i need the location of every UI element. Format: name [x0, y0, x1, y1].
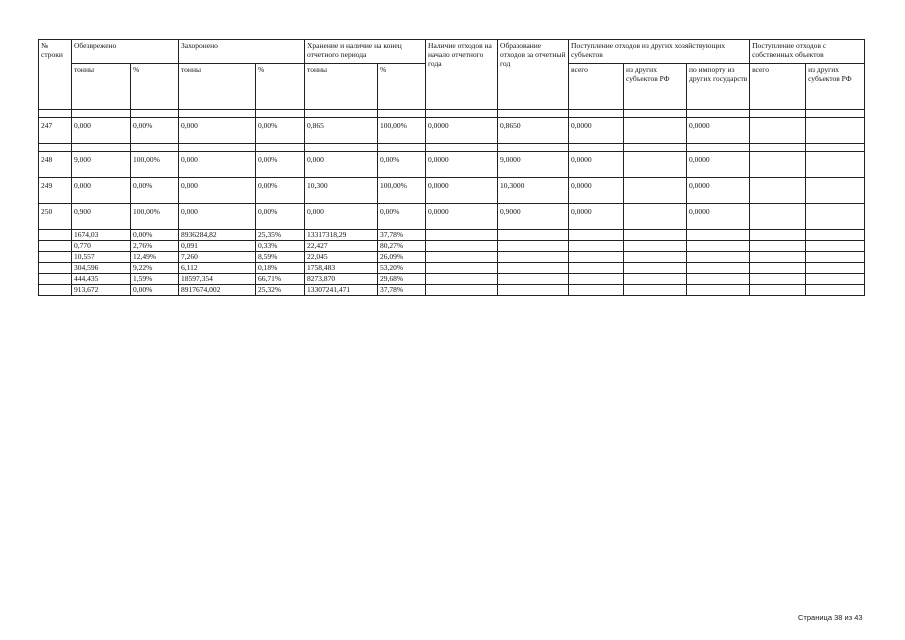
- table-cell: 8,59%: [256, 252, 305, 263]
- table-cell: 0,18%: [256, 263, 305, 274]
- table-cell: 0,000: [179, 152, 256, 178]
- table-cell: 7,260: [179, 252, 256, 263]
- col-header-receipt-own: Поступление отходов с собственных объектов: [750, 40, 865, 64]
- row-number: 250: [39, 204, 72, 230]
- table-cell: 0,0000: [569, 118, 624, 144]
- table-cell: 0,00%: [256, 204, 305, 230]
- table-cell: 6,112: [179, 263, 256, 274]
- table-cell: 100,00%: [378, 118, 426, 144]
- table-cell: [39, 274, 72, 285]
- subheader-tons: тонны: [179, 64, 256, 110]
- table-cell: 13307241,471: [305, 285, 378, 296]
- table-cell: 0,000: [179, 178, 256, 204]
- table-cell: 100,00%: [378, 178, 426, 204]
- table-cell: 53,20%: [378, 263, 426, 274]
- col-header-row-no: № строки: [39, 40, 72, 110]
- table-cell: 8936284,82: [179, 230, 256, 241]
- summary-row: [39, 241, 865, 252]
- subheader-tons: тонны: [305, 64, 378, 110]
- table-cell: 0,0000: [426, 204, 498, 230]
- table-cell: 0,00%: [131, 230, 179, 241]
- table-cell: [624, 241, 687, 252]
- table-cell: [806, 230, 865, 241]
- table-cell: [750, 274, 806, 285]
- table-cell: [750, 263, 806, 274]
- subheader-pct: %: [256, 64, 305, 110]
- table-cell: 0,0000: [687, 178, 750, 204]
- table-cell: 1758,483: [305, 263, 378, 274]
- table-cell: 37,78%: [378, 230, 426, 241]
- table-cell: 0,00%: [131, 285, 179, 296]
- subheader-from-rf: из других субъектов РФ: [624, 64, 687, 110]
- table-cell: [426, 263, 498, 274]
- table-cell: [806, 118, 865, 144]
- table-cell: 0,9000: [498, 204, 569, 230]
- table-cell: [498, 241, 569, 252]
- table-cell: [687, 241, 750, 252]
- subheader-tons: тонны: [72, 64, 131, 110]
- table-cell: 9,0000: [498, 152, 569, 178]
- table-cell: 22,045: [305, 252, 378, 263]
- table-cell: 8917674,002: [179, 285, 256, 296]
- table-cell: 0,000: [72, 118, 131, 144]
- table-cell: [569, 252, 624, 263]
- table-cell: [39, 285, 72, 296]
- table-cell: [806, 285, 865, 296]
- table-cell: 0,0000: [569, 152, 624, 178]
- col-header-storage-end: Хранение и наличие на конец отчетного периода: [305, 40, 426, 64]
- table-cell: 0,000: [179, 118, 256, 144]
- table-cell: [806, 152, 865, 178]
- row-number: 247: [39, 118, 72, 144]
- table-cell: [426, 285, 498, 296]
- table-cell: [750, 118, 806, 144]
- summary-row: [39, 252, 865, 263]
- table-cell: 0,8650: [498, 118, 569, 144]
- table-cell: [687, 263, 750, 274]
- table-cell: [806, 274, 865, 285]
- table-cell: [426, 252, 498, 263]
- table-cell: [498, 252, 569, 263]
- spacer-row: [39, 144, 865, 152]
- table-cell: 0,000: [305, 152, 378, 178]
- table-cell: [498, 274, 569, 285]
- table-cell: 444,435: [72, 274, 131, 285]
- col-header-availability-start: Наличие отходов на начало отчетного года: [426, 40, 498, 110]
- table-cell: 9,22%: [131, 263, 179, 274]
- table-cell: [39, 230, 72, 241]
- table-cell: [624, 263, 687, 274]
- table-cell: 0,33%: [256, 241, 305, 252]
- table-cell: 0,000: [305, 204, 378, 230]
- table-cell: [569, 274, 624, 285]
- spacer-row: [39, 110, 865, 118]
- table-row: [39, 118, 865, 144]
- subheader-pct: %: [378, 64, 426, 110]
- table-cell: [498, 263, 569, 274]
- table-cell: [750, 152, 806, 178]
- table-cell: [687, 285, 750, 296]
- subheader-total: всего: [569, 64, 624, 110]
- table-cell: 18597,354: [179, 274, 256, 285]
- summary-row: [39, 285, 865, 296]
- table-cell: 0,900: [72, 204, 131, 230]
- table-cell: 37,78%: [378, 285, 426, 296]
- table-cell: 0,000: [179, 204, 256, 230]
- table-cell: [569, 241, 624, 252]
- table-cell: [750, 178, 806, 204]
- table-cell: 13317318,29: [305, 230, 378, 241]
- table-cell: [687, 252, 750, 263]
- table-cell: 0,00%: [256, 152, 305, 178]
- table-row: [39, 152, 865, 178]
- table-cell: 9,000: [72, 152, 131, 178]
- table-cell: [426, 274, 498, 285]
- table-cell: [806, 252, 865, 263]
- page-number: Страница 38 из 43: [798, 613, 863, 622]
- table-cell: [624, 274, 687, 285]
- table-cell: 0,00%: [378, 152, 426, 178]
- table-cell: [624, 252, 687, 263]
- table-cell: 0,865: [305, 118, 378, 144]
- table-cell: [426, 230, 498, 241]
- table-cell: 0,000: [72, 178, 131, 204]
- table-cell: 100,00%: [131, 152, 179, 178]
- table-cell: 0,00%: [256, 118, 305, 144]
- table-cell: 0,0000: [426, 178, 498, 204]
- table-cell: 0,0000: [687, 118, 750, 144]
- summary-row: [39, 263, 865, 274]
- table-cell: 2,76%: [131, 241, 179, 252]
- table-cell: [750, 241, 806, 252]
- table-cell: 10,3000: [498, 178, 569, 204]
- col-header-generation: Образование отходов за отчетный год: [498, 40, 569, 110]
- table-cell: 10,557: [72, 252, 131, 263]
- table-cell: [569, 285, 624, 296]
- table-cell: 25,32%: [256, 285, 305, 296]
- table-cell: [806, 178, 865, 204]
- col-header-buried: Захоронено: [179, 40, 305, 64]
- table-cell: 0,0000: [426, 152, 498, 178]
- table-cell: 0,0000: [426, 118, 498, 144]
- subheader-from-subjects: из других субъектов РФ: [806, 64, 865, 110]
- table-cell: 22,427: [305, 241, 378, 252]
- row-number: 248: [39, 152, 72, 178]
- table-cell: 1674,03: [72, 230, 131, 241]
- table-cell: 0,0000: [569, 178, 624, 204]
- table-cell: [426, 241, 498, 252]
- table-cell: [687, 230, 750, 241]
- table-cell: 80,27%: [378, 241, 426, 252]
- table-cell: [624, 285, 687, 296]
- table-cell: 0,770: [72, 241, 131, 252]
- summary-row: [39, 274, 865, 285]
- table-cell: [624, 230, 687, 241]
- table-cell: [569, 230, 624, 241]
- table-cell: [498, 230, 569, 241]
- subheader-total: всего: [750, 64, 806, 110]
- table-cell: [569, 263, 624, 274]
- table-cell: 66,71%: [256, 274, 305, 285]
- table-cell: 0,0000: [687, 152, 750, 178]
- table-cell: 0,0000: [569, 204, 624, 230]
- table-cell: [624, 178, 687, 204]
- table-cell: 1,59%: [131, 274, 179, 285]
- table-cell: [687, 274, 750, 285]
- table-cell: 10,300: [305, 178, 378, 204]
- table-cell: 0,00%: [131, 118, 179, 144]
- table-cell: [750, 204, 806, 230]
- table-cell: [806, 241, 865, 252]
- col-header-neutralized: Обезврежено: [72, 40, 179, 64]
- subheader-import: по импорту из других государств: [687, 64, 750, 110]
- table-cell: [39, 263, 72, 274]
- table-cell: 0,091: [179, 241, 256, 252]
- col-header-receipt-other: Поступление отходов из других хозяйствующих субъектов: [569, 40, 750, 64]
- table-cell: 304,596: [72, 263, 131, 274]
- table-cell: 0,00%: [378, 204, 426, 230]
- table-cell: [806, 263, 865, 274]
- table-cell: 8273,870: [305, 274, 378, 285]
- table-cell: 29,68%: [378, 274, 426, 285]
- table-cell: 0,00%: [131, 178, 179, 204]
- table-cell: 100,00%: [131, 204, 179, 230]
- table-row: [39, 178, 865, 204]
- table-cell: 0,00%: [256, 178, 305, 204]
- table-cell: [624, 204, 687, 230]
- table-cell: 12,49%: [131, 252, 179, 263]
- row-number: 249: [39, 178, 72, 204]
- table-cell: [498, 285, 569, 296]
- table-row: [39, 204, 865, 230]
- table-cell: [39, 241, 72, 252]
- table-cell: [624, 118, 687, 144]
- table-cell: [750, 252, 806, 263]
- header-row: [39, 40, 865, 64]
- table-cell: [806, 204, 865, 230]
- table-cell: [624, 152, 687, 178]
- table-cell: 913,672: [72, 285, 131, 296]
- waste-report-table: [38, 39, 865, 296]
- table-cell: 26,09%: [378, 252, 426, 263]
- table-cell: [750, 230, 806, 241]
- table-cell: [750, 285, 806, 296]
- summary-row: [39, 230, 865, 241]
- table-cell: 25,35%: [256, 230, 305, 241]
- subheader-pct: %: [131, 64, 179, 110]
- table-cell: 0,0000: [687, 204, 750, 230]
- table-cell: [39, 252, 72, 263]
